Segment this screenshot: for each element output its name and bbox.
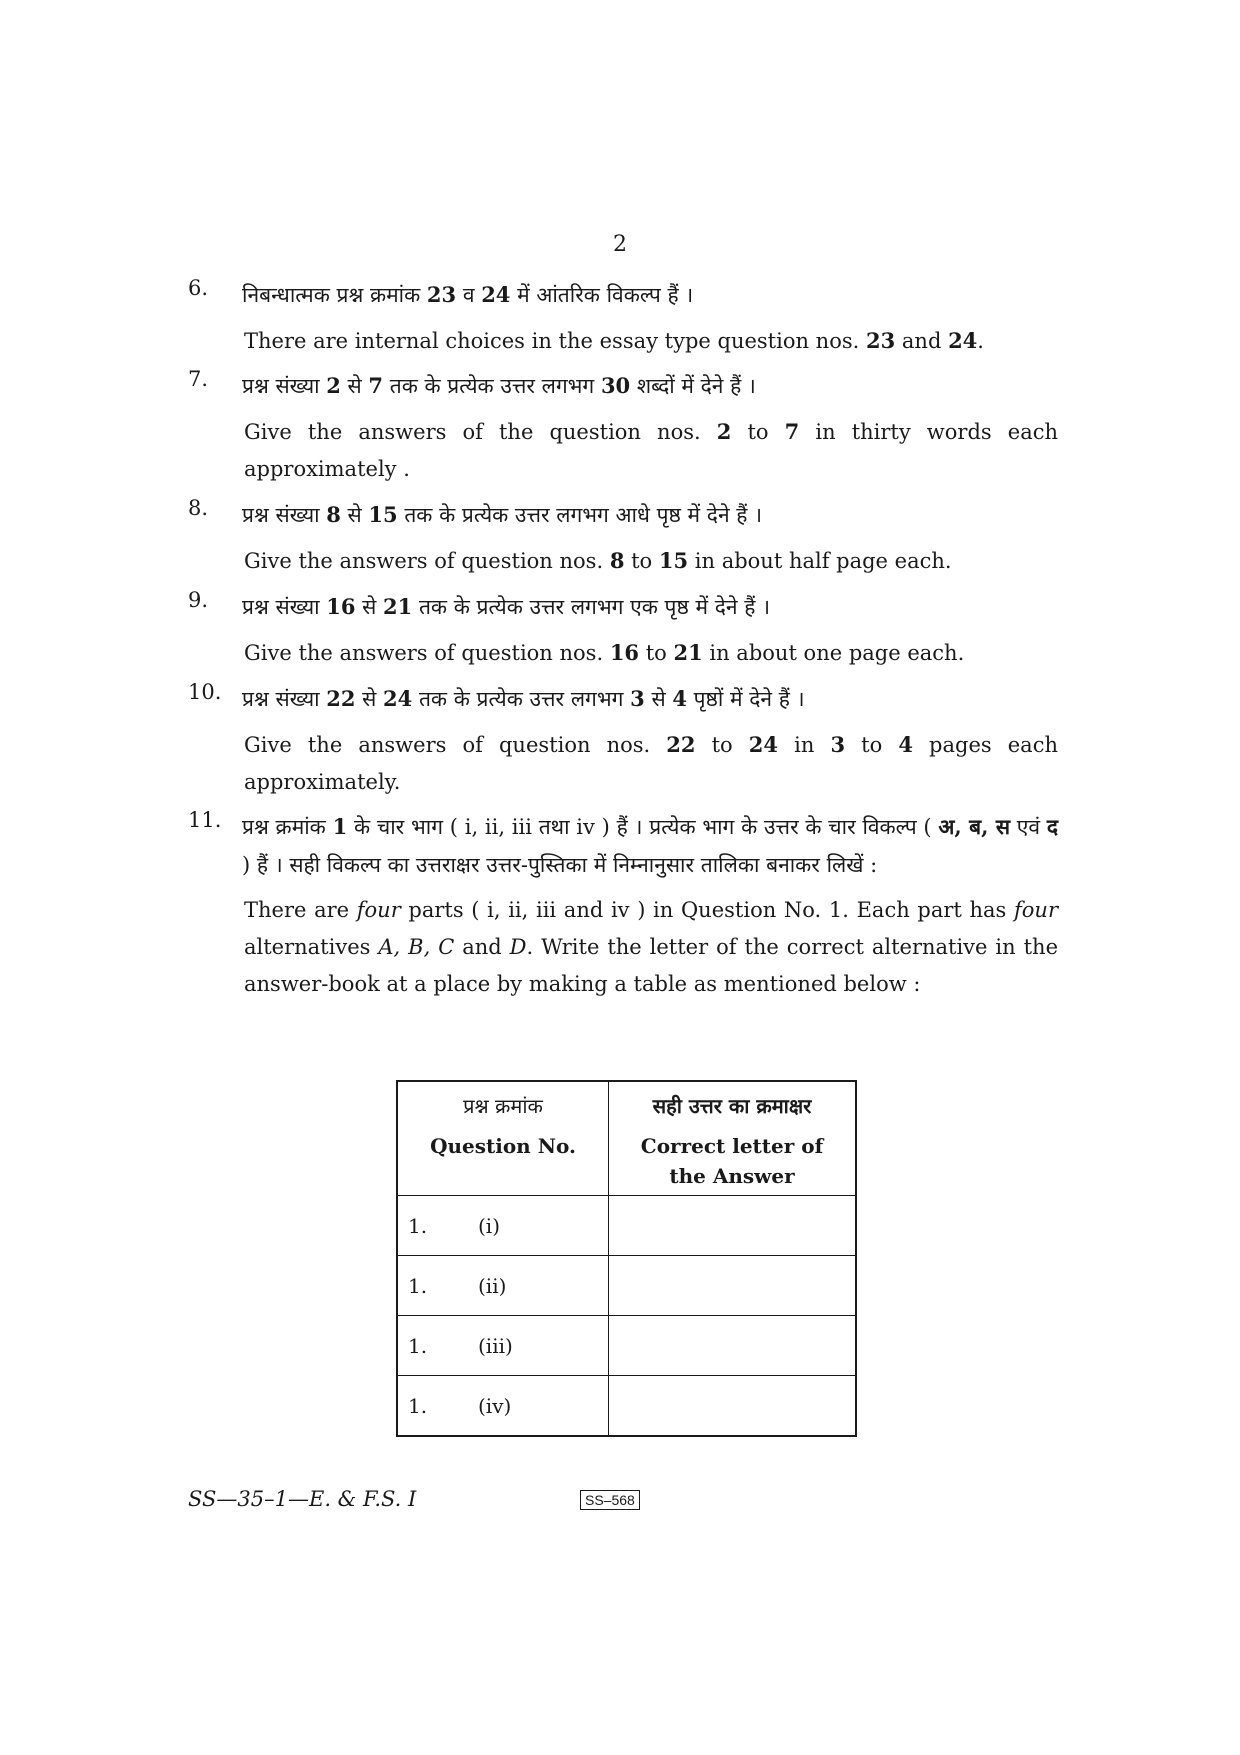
question-part: (ii) <box>478 1273 507 1298</box>
instruction-hindi: प्रश्न संख्या 16 से 21 तक के प्रत्येक उत्तर लगभग एक पृष्ठ में देने हैं । <box>242 594 771 619</box>
bold-text: 30 <box>600 373 631 398</box>
bold-text: 23 <box>426 282 457 307</box>
bold-text: 15 <box>658 548 689 573</box>
answer-cell <box>609 1316 857 1376</box>
instruction-number: 11. <box>188 808 222 832</box>
italic-text: D <box>509 935 527 959</box>
instruction-11 <box>188 808 1058 1003</box>
question-cell <box>397 1376 609 1437</box>
bold-text: 2 <box>716 419 732 444</box>
question-no-header-english: Question No. <box>430 1134 576 1158</box>
correct-letter-header-line1: Correct letter of <box>640 1134 824 1158</box>
correct-letter-header-line2: the Answer <box>669 1164 795 1188</box>
bold-text: 22 <box>326 686 356 711</box>
bold-text: 8 <box>326 502 341 527</box>
instruction-hindi: प्रश्न संख्या 2 से 7 तक के प्रत्येक उत्तर लगभग 30 शब्दों में देने हैं । <box>242 373 756 398</box>
bold-text: 3 <box>630 686 645 711</box>
question-no-header-hindi: प्रश्न क्रमांक <box>463 1094 543 1118</box>
instruction-english: There are internal choices in the essay type question nos. 23 and 24. <box>244 328 984 353</box>
correct-letter-header <box>609 1081 857 1196</box>
series-code-box: SS–568 <box>580 1490 640 1510</box>
bold-text: 4 <box>672 686 687 711</box>
bold-text: 8 <box>609 548 625 573</box>
instruction-9 <box>188 588 1058 672</box>
bold-text: 16 <box>609 640 640 665</box>
instruction-english: Give the answers of question nos. 16 to 21 in about one page each. <box>244 640 965 665</box>
bold-text: 24 <box>383 686 413 711</box>
instruction-hindi: प्रश्न संख्या 8 से 15 तक के प्रत्येक उत्तर लगभग आधे पृष्ठ में देने हैं । <box>242 502 763 527</box>
question-part: (i) <box>478 1213 501 1238</box>
instruction-english: Give the answers of question nos. 22 to 24 in 3 to 4 pages each approximately. <box>244 732 1058 794</box>
bold-text: 4 <box>898 732 913 757</box>
instruction-hindi: प्रश्न क्रमांक 1 के चार भाग ( i, ii, iii तथा iv ) हैं । प्रत्येक भाग के उत्तर के चार विकल्प ( अ, ब, स एवं द ) हैं । सही विकल्प का उत्तराक्षर उत्तर-पुस्तिका में निम्नानुसार तालिका बनाकर लिखें : <box>242 814 1059 877</box>
table-row <box>397 1376 856 1437</box>
instruction-number: 10. <box>188 680 222 704</box>
instruction-number: 9. <box>188 588 209 612</box>
correct-letter-header-english <box>609 1131 855 1191</box>
bold-text: 21 <box>673 640 703 665</box>
question-number: 1. <box>408 1213 428 1238</box>
italic-text: A, B, C <box>378 935 455 959</box>
instruction-english: Give the answers of the question nos. 2 to 7 in thirty words each approximately . <box>244 419 1059 481</box>
question-part: (iv) <box>478 1393 512 1418</box>
table-row <box>397 1196 856 1256</box>
bold-text: 1 <box>332 814 348 839</box>
bold-text: 2 <box>326 373 341 398</box>
question-cell <box>397 1316 609 1376</box>
bold-text: 24 <box>948 328 978 353</box>
bold-text: द <box>1046 814 1059 839</box>
answer-cell <box>609 1196 857 1256</box>
bold-text: 24 <box>481 282 511 307</box>
bold-text: 16 <box>326 594 356 619</box>
instruction-number: 8. <box>188 496 209 520</box>
answer-cell <box>609 1256 857 1316</box>
instruction-10 <box>188 680 1058 801</box>
bold-text: 23 <box>865 328 896 353</box>
table-row <box>397 1316 856 1376</box>
instruction-english: Give the answers of question nos. 8 to 15 in about half page each. <box>244 548 952 573</box>
instruction-7 <box>188 367 1058 488</box>
paper-code: SS—35–1—E. & F.S. I <box>188 1487 417 1511</box>
table-row <box>397 1256 856 1316</box>
bold-text: 21 <box>383 594 413 619</box>
question-cell <box>397 1256 609 1316</box>
bold-text: 3 <box>830 732 846 757</box>
question-no-header <box>397 1081 609 1196</box>
question-part: (iii) <box>478 1333 513 1358</box>
bold-text: अ, ब, स <box>938 814 1011 839</box>
instruction-8 <box>188 496 1058 580</box>
instruction-number: 6. <box>188 276 209 300</box>
bold-text: 15 <box>368 502 398 527</box>
instruction-hindi: निबन्धात्मक प्रश्न क्रमांक 23 व 24 में आंतरिक विकल्प हैं । <box>242 282 694 307</box>
answer-table-header <box>397 1081 856 1196</box>
bold-text: 22 <box>666 732 696 757</box>
italic-text: four <box>356 898 401 922</box>
question-number: 1. <box>408 1333 428 1358</box>
question-number: 1. <box>408 1393 428 1418</box>
question-number: 1. <box>408 1273 428 1298</box>
bold-text: 7 <box>784 419 800 444</box>
answer-cell <box>609 1376 857 1437</box>
instruction-number: 7. <box>188 367 209 391</box>
instruction-6 <box>188 276 1058 360</box>
italic-text: four <box>1014 898 1058 922</box>
bold-text: 7 <box>368 373 384 398</box>
question-cell <box>397 1196 609 1256</box>
instruction-hindi: प्रश्न संख्या 22 से 24 तक के प्रत्येक उत्तर लगभग 3 से 4 पृष्ठों में देने हैं । <box>242 686 805 711</box>
page-number: 2 <box>613 232 627 257</box>
bold-text: 24 <box>748 732 779 757</box>
correct-letter-header-hindi: सही उत्तर का क्रमाक्षर <box>652 1094 812 1118</box>
answer-table <box>396 1080 857 1437</box>
instruction-english: There are four parts ( i, ii, iii and iv ) in Question No. 1. Each part has four alternatives A, B, C and D. Write the letter of the correct alternative in the answer-book at a place by making a table as mentioned below : <box>244 898 1058 996</box>
